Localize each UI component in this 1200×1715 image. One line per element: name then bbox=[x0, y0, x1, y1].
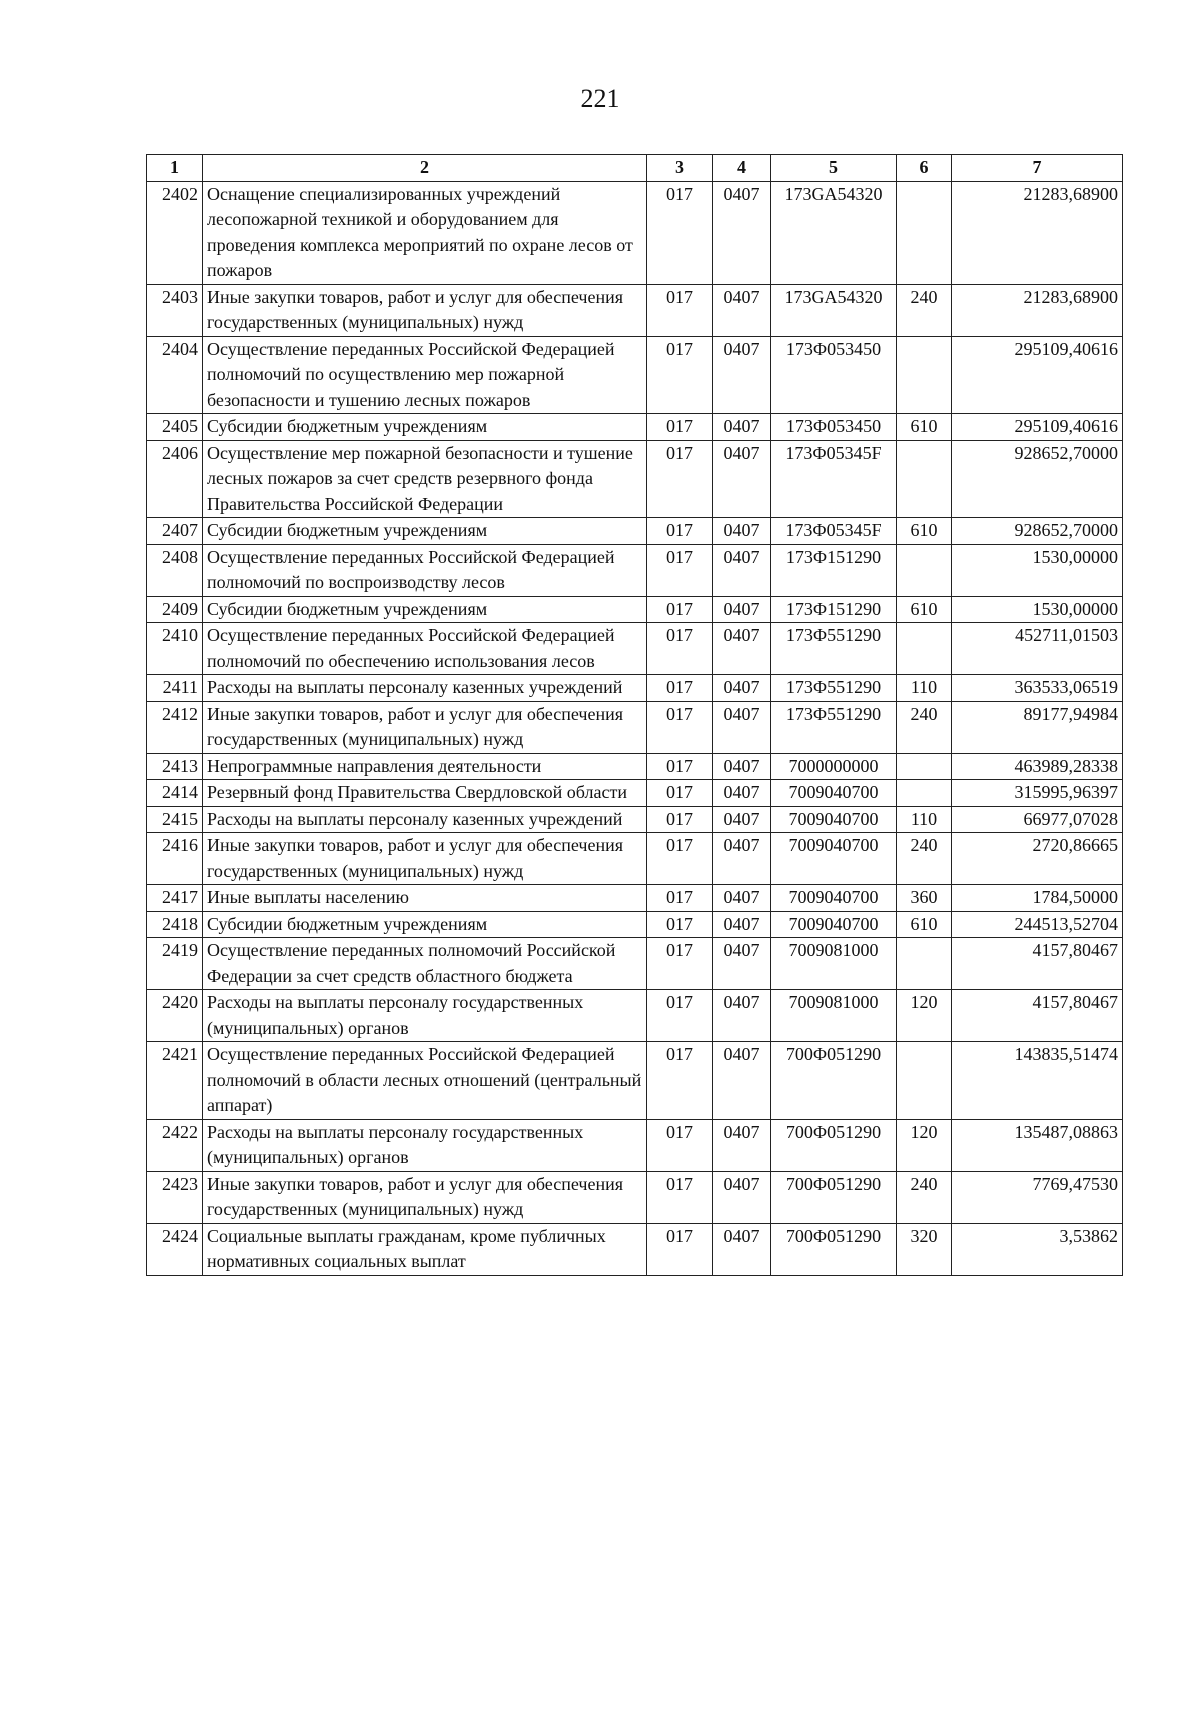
column-header-4: 4 bbox=[713, 155, 771, 182]
section-code: 0407 bbox=[713, 938, 771, 990]
amount: 4157,80467 bbox=[952, 990, 1123, 1042]
table-row bbox=[147, 544, 1123, 596]
budget-table bbox=[146, 154, 1123, 1276]
expense-type-code: 240 bbox=[897, 284, 952, 336]
row-description: Расходы на выплаты персоналу государственных (муниципальных) органов bbox=[203, 990, 647, 1042]
row-description: Субсидии бюджетным учреждениям bbox=[203, 414, 647, 441]
table-row bbox=[147, 780, 1123, 807]
target-article-code: 7009040700 bbox=[771, 911, 897, 938]
section-code: 0407 bbox=[713, 284, 771, 336]
row-description: Оснащение специализированных учреждений лесопожарной техникой и оборудованием для проведения комплекса мероприятий по охране лесов от пожаров bbox=[203, 181, 647, 284]
row-number: 2420 bbox=[147, 990, 203, 1042]
table-row bbox=[147, 181, 1123, 284]
expense-type-code: 320 bbox=[897, 1223, 952, 1275]
amount: 21283,68900 bbox=[952, 181, 1123, 284]
expense-type-code: 610 bbox=[897, 911, 952, 938]
row-number: 2411 bbox=[147, 675, 203, 702]
amount: 143835,51474 bbox=[952, 1042, 1123, 1120]
row-description: Осуществление мер пожарной безопасности и тушение лесных пожаров за счет средств резервного фонда Правительства Российской Федерации bbox=[203, 440, 647, 518]
section-code: 0407 bbox=[713, 806, 771, 833]
table-row bbox=[147, 414, 1123, 441]
target-article-code: 7009081000 bbox=[771, 938, 897, 990]
amount: 66977,07028 bbox=[952, 806, 1123, 833]
target-article-code: 700Ф051290 bbox=[771, 1119, 897, 1171]
table-row bbox=[147, 518, 1123, 545]
ministry-code: 017 bbox=[647, 544, 713, 596]
amount: 463989,28338 bbox=[952, 753, 1123, 780]
ministry-code: 017 bbox=[647, 181, 713, 284]
ministry-code: 017 bbox=[647, 414, 713, 441]
expense-type-code bbox=[897, 181, 952, 284]
row-description: Субсидии бюджетным учреждениям bbox=[203, 596, 647, 623]
expense-type-code: 110 bbox=[897, 675, 952, 702]
section-code: 0407 bbox=[713, 1042, 771, 1120]
row-number: 2404 bbox=[147, 336, 203, 414]
table-row bbox=[147, 701, 1123, 753]
row-description: Осуществление переданных полномочий Российской Федерации за счет средств областного бюджета bbox=[203, 938, 647, 990]
row-number: 2424 bbox=[147, 1223, 203, 1275]
table-row bbox=[147, 938, 1123, 990]
section-code: 0407 bbox=[713, 336, 771, 414]
row-description: Иные закупки товаров, работ и услуг для обеспечения государственных (муниципальных) нужд bbox=[203, 284, 647, 336]
amount: 1530,00000 bbox=[952, 544, 1123, 596]
amount: 452711,01503 bbox=[952, 623, 1123, 675]
row-description: Иные закупки товаров, работ и услуг для обеспечения государственных (муниципальных) нужд bbox=[203, 1171, 647, 1223]
target-article-code: 173Ф053450 bbox=[771, 414, 897, 441]
expense-type-code: 610 bbox=[897, 596, 952, 623]
target-article-code: 173Ф151290 bbox=[771, 596, 897, 623]
amount: 21283,68900 bbox=[952, 284, 1123, 336]
ministry-code: 017 bbox=[647, 911, 713, 938]
amount: 2720,86665 bbox=[952, 833, 1123, 885]
row-number: 2408 bbox=[147, 544, 203, 596]
target-article-code: 173Ф05345F bbox=[771, 518, 897, 545]
target-article-code: 173Ф05345F bbox=[771, 440, 897, 518]
column-header-3: 3 bbox=[647, 155, 713, 182]
expense-type-code bbox=[897, 440, 952, 518]
section-code: 0407 bbox=[713, 623, 771, 675]
table-row bbox=[147, 885, 1123, 912]
row-number: 2409 bbox=[147, 596, 203, 623]
amount: 1784,50000 bbox=[952, 885, 1123, 912]
ministry-code: 017 bbox=[647, 1223, 713, 1275]
section-code: 0407 bbox=[713, 414, 771, 441]
section-code: 0407 bbox=[713, 1119, 771, 1171]
row-number: 2412 bbox=[147, 701, 203, 753]
section-code: 0407 bbox=[713, 780, 771, 807]
expense-type-code: 240 bbox=[897, 701, 952, 753]
expense-type-code bbox=[897, 336, 952, 414]
amount: 315995,96397 bbox=[952, 780, 1123, 807]
row-description: Расходы на выплаты персоналу казенных учреждений bbox=[203, 675, 647, 702]
expense-type-code bbox=[897, 780, 952, 807]
section-code: 0407 bbox=[713, 990, 771, 1042]
ministry-code: 017 bbox=[647, 1042, 713, 1120]
row-description: Иные выплаты населению bbox=[203, 885, 647, 912]
row-description: Социальные выплаты гражданам, кроме публичных нормативных социальных выплат bbox=[203, 1223, 647, 1275]
row-description: Субсидии бюджетным учреждениям bbox=[203, 518, 647, 545]
table-row bbox=[147, 833, 1123, 885]
amount: 363533,06519 bbox=[952, 675, 1123, 702]
row-number: 2419 bbox=[147, 938, 203, 990]
section-code: 0407 bbox=[713, 753, 771, 780]
row-number: 2421 bbox=[147, 1042, 203, 1120]
ministry-code: 017 bbox=[647, 780, 713, 807]
section-code: 0407 bbox=[713, 833, 771, 885]
ministry-code: 017 bbox=[647, 440, 713, 518]
expense-type-code: 240 bbox=[897, 833, 952, 885]
target-article-code: 173Ф053450 bbox=[771, 336, 897, 414]
target-article-code: 7009040700 bbox=[771, 780, 897, 807]
amount: 3,53862 bbox=[952, 1223, 1123, 1275]
amount: 1530,00000 bbox=[952, 596, 1123, 623]
row-number: 2406 bbox=[147, 440, 203, 518]
ministry-code: 017 bbox=[647, 623, 713, 675]
section-code: 0407 bbox=[713, 596, 771, 623]
expense-type-code bbox=[897, 544, 952, 596]
row-description: Непрограммные направления деятельности bbox=[203, 753, 647, 780]
amount: 4157,80467 bbox=[952, 938, 1123, 990]
ministry-code: 017 bbox=[647, 284, 713, 336]
table-row bbox=[147, 675, 1123, 702]
ministry-code: 017 bbox=[647, 1119, 713, 1171]
header-row bbox=[147, 155, 1123, 182]
row-description: Осуществление переданных Российской Федерацией полномочий в области лесных отношений (центральный аппарат) bbox=[203, 1042, 647, 1120]
target-article-code: 173Ф551290 bbox=[771, 675, 897, 702]
row-number: 2416 bbox=[147, 833, 203, 885]
row-description: Осуществление переданных Российской Федерацией полномочий по воспроизводству лесов bbox=[203, 544, 647, 596]
column-header-7: 7 bbox=[952, 155, 1123, 182]
row-description: Осуществление переданных Российской Федерацией полномочий по обеспечению использования лесов bbox=[203, 623, 647, 675]
target-article-code: 7009040700 bbox=[771, 885, 897, 912]
amount: 244513,52704 bbox=[952, 911, 1123, 938]
table-row bbox=[147, 1119, 1123, 1171]
table-row bbox=[147, 990, 1123, 1042]
amount: 135487,08863 bbox=[952, 1119, 1123, 1171]
column-header-1: 1 bbox=[147, 155, 203, 182]
expense-type-code bbox=[897, 1042, 952, 1120]
table-row bbox=[147, 284, 1123, 336]
amount: 928652,70000 bbox=[952, 440, 1123, 518]
row-number: 2415 bbox=[147, 806, 203, 833]
ministry-code: 017 bbox=[647, 701, 713, 753]
ministry-code: 017 bbox=[647, 518, 713, 545]
ministry-code: 017 bbox=[647, 806, 713, 833]
expense-type-code bbox=[897, 938, 952, 990]
section-code: 0407 bbox=[713, 518, 771, 545]
ministry-code: 017 bbox=[647, 596, 713, 623]
row-number: 2410 bbox=[147, 623, 203, 675]
table-row bbox=[147, 596, 1123, 623]
row-description: Иные закупки товаров, работ и услуг для обеспечения государственных (муниципальных) нужд bbox=[203, 833, 647, 885]
target-article-code: 7000000000 bbox=[771, 753, 897, 780]
expense-type-code bbox=[897, 753, 952, 780]
table-row bbox=[147, 1171, 1123, 1223]
target-article-code: 7009040700 bbox=[771, 806, 897, 833]
table-row bbox=[147, 911, 1123, 938]
expense-type-code: 610 bbox=[897, 414, 952, 441]
expense-type-code: 360 bbox=[897, 885, 952, 912]
table-row bbox=[147, 623, 1123, 675]
ministry-code: 017 bbox=[647, 675, 713, 702]
section-code: 0407 bbox=[713, 1171, 771, 1223]
row-description: Резервный фонд Правительства Свердловской области bbox=[203, 780, 647, 807]
table-row bbox=[147, 336, 1123, 414]
section-code: 0407 bbox=[713, 675, 771, 702]
amount: 89177,94984 bbox=[952, 701, 1123, 753]
ministry-code: 017 bbox=[647, 885, 713, 912]
amount: 295109,40616 bbox=[952, 336, 1123, 414]
section-code: 0407 bbox=[713, 181, 771, 284]
ministry-code: 017 bbox=[647, 1171, 713, 1223]
row-number: 2423 bbox=[147, 1171, 203, 1223]
expense-type-code bbox=[897, 623, 952, 675]
ministry-code: 017 bbox=[647, 938, 713, 990]
expense-type-code: 240 bbox=[897, 1171, 952, 1223]
target-article-code: 7009040700 bbox=[771, 833, 897, 885]
target-article-code: 173Ф551290 bbox=[771, 623, 897, 675]
section-code: 0407 bbox=[713, 440, 771, 518]
ministry-code: 017 bbox=[647, 753, 713, 780]
table-body bbox=[147, 181, 1123, 1275]
table-row bbox=[147, 806, 1123, 833]
row-description: Осуществление переданных Российской Федерацией полномочий по осуществлению мер пожарной безопасности и тушению лесных пожаров bbox=[203, 336, 647, 414]
expense-type-code: 120 bbox=[897, 1119, 952, 1171]
target-article-code: 173Ф551290 bbox=[771, 701, 897, 753]
row-number: 2407 bbox=[147, 518, 203, 545]
amount: 295109,40616 bbox=[952, 414, 1123, 441]
target-article-code: 173Ф151290 bbox=[771, 544, 897, 596]
table-row bbox=[147, 1223, 1123, 1275]
table-row bbox=[147, 753, 1123, 780]
row-number: 2405 bbox=[147, 414, 203, 441]
expense-type-code: 120 bbox=[897, 990, 952, 1042]
ministry-code: 017 bbox=[647, 336, 713, 414]
amount: 928652,70000 bbox=[952, 518, 1123, 545]
ministry-code: 017 bbox=[647, 990, 713, 1042]
row-number: 2418 bbox=[147, 911, 203, 938]
table-row bbox=[147, 1042, 1123, 1120]
target-article-code: 173GA54320 bbox=[771, 181, 897, 284]
section-code: 0407 bbox=[713, 911, 771, 938]
target-article-code: 7009081000 bbox=[771, 990, 897, 1042]
row-description: Иные закупки товаров, работ и услуг для обеспечения государственных (муниципальных) нужд bbox=[203, 701, 647, 753]
row-description: Расходы на выплаты персоналу казенных учреждений bbox=[203, 806, 647, 833]
section-code: 0407 bbox=[713, 885, 771, 912]
section-code: 0407 bbox=[713, 1223, 771, 1275]
row-number: 2413 bbox=[147, 753, 203, 780]
ministry-code: 017 bbox=[647, 833, 713, 885]
row-number: 2422 bbox=[147, 1119, 203, 1171]
row-number: 2403 bbox=[147, 284, 203, 336]
target-article-code: 700Ф051290 bbox=[771, 1171, 897, 1223]
row-number: 2414 bbox=[147, 780, 203, 807]
row-description: Расходы на выплаты персоналу государственных (муниципальных) органов bbox=[203, 1119, 647, 1171]
amount: 7769,47530 bbox=[952, 1171, 1123, 1223]
column-header-6: 6 bbox=[897, 155, 952, 182]
target-article-code: 173GA54320 bbox=[771, 284, 897, 336]
row-number: 2402 bbox=[147, 181, 203, 284]
table-row bbox=[147, 440, 1123, 518]
column-header-5: 5 bbox=[771, 155, 897, 182]
table-header bbox=[147, 155, 1123, 182]
section-code: 0407 bbox=[713, 544, 771, 596]
page-number: 221 bbox=[580, 84, 620, 113]
column-header-2: 2 bbox=[203, 155, 647, 182]
target-article-code: 700Ф051290 bbox=[771, 1223, 897, 1275]
target-article-code: 700Ф051290 bbox=[771, 1042, 897, 1120]
expense-type-code: 610 bbox=[897, 518, 952, 545]
expense-type-code: 110 bbox=[897, 806, 952, 833]
section-code: 0407 bbox=[713, 701, 771, 753]
row-description: Субсидии бюджетным учреждениям bbox=[203, 911, 647, 938]
row-number: 2417 bbox=[147, 885, 203, 912]
